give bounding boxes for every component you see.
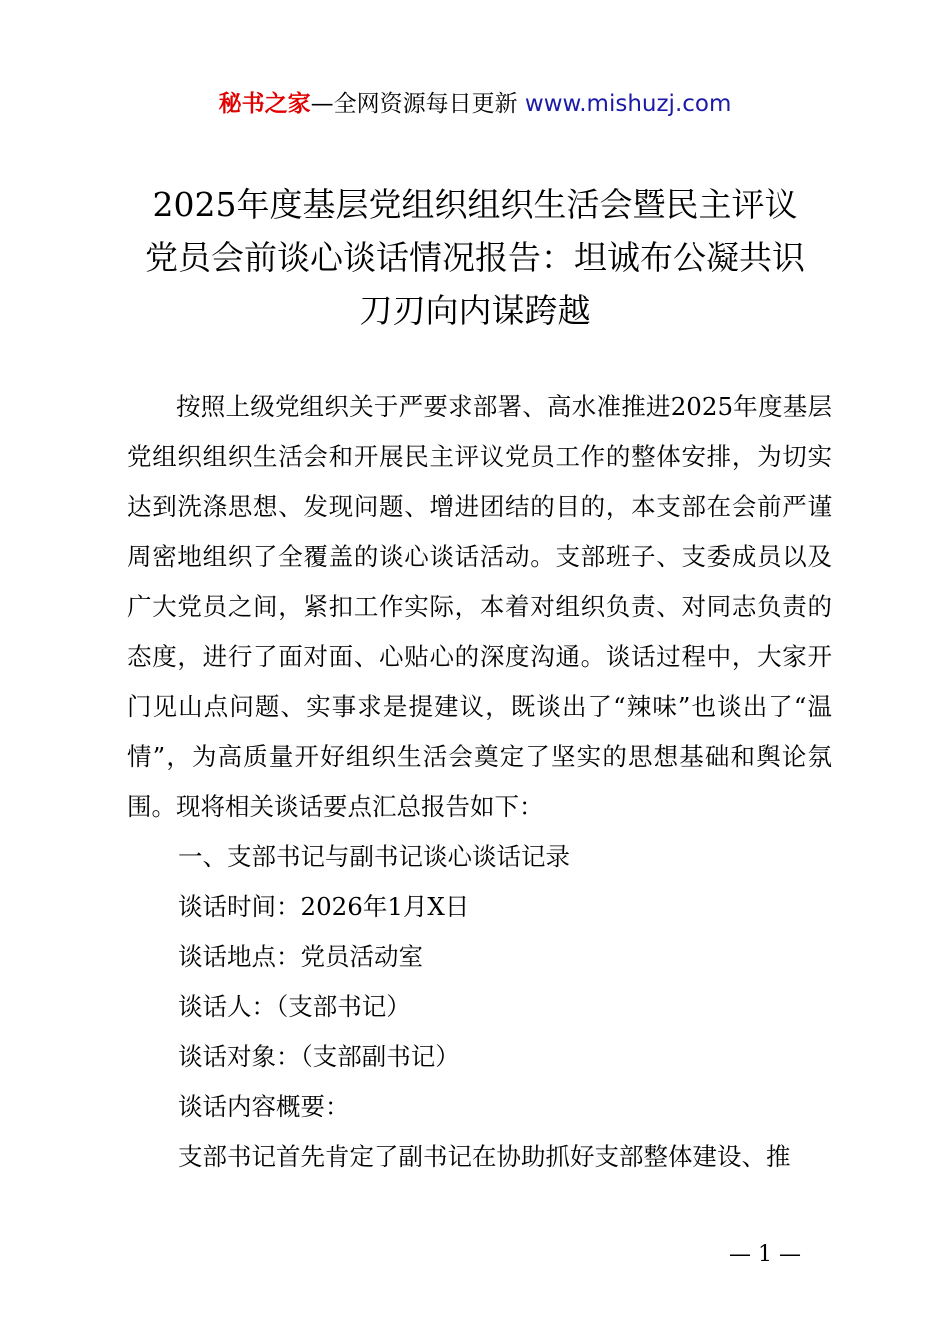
- intro-paragraph: 按照上级党组织关于严要求部署、高水准推进2025年度基层党组织组织生活会和开展民主评议党员工作的整体安排，为切实达到洗涤思想、发现问题、增进团结的目的，本支部在会前严谨周密地组织了全覆盖的谈心谈话活动。支部班子、支委成员以及广大党员之间，紧扣工作实际，本着对组织负责、对同志负责的态度，进行了面对面、心贴心的深度沟通。谈话过程中，大家开门见山点问题、实事求是提建议，既谈出了“辣味”也谈出了“温情”，为高质量开好组织生活会奠定了坚实的思想基础和舆论氛围。现将相关谈话要点汇总报告如下：: [127, 392, 832, 821]
- site-brand: 秘书之家: [218, 91, 311, 117]
- summary-start: 支部书记首先肯定了副书记在协助抓好支部整体建设、推: [178, 1142, 791, 1171]
- document-title: [100, 178, 850, 337]
- title-line-2: 党员会前谈心谈话情况报告：坦诚布公凝共识: [145, 238, 805, 277]
- talk-place: 谈话地点：党员活动室: [178, 942, 423, 971]
- talk-time: 谈话时间：2026年1月X日: [178, 892, 470, 921]
- talk-speaker: 谈话人：（支部书记）: [178, 992, 411, 1021]
- site-slogan: —全网资源每日更新: [310, 91, 525, 117]
- title-line-1: 2025年度基层党组织组织生活会暨民主评议: [152, 185, 798, 224]
- talk-target: 谈话对象：（支部副书记）: [178, 1042, 460, 1071]
- title-line-3: 刀刃向内谋跨越: [359, 291, 591, 330]
- summary-label: 谈话内容概要：: [178, 1092, 350, 1121]
- page-number: — 1 —: [729, 1242, 801, 1267]
- site-header: [0, 88, 950, 120]
- site-url[interactable]: www.mishuzj.com: [524, 91, 732, 117]
- document-body: [127, 382, 832, 1182]
- section-heading: 一、支部书记与副书记谈心谈话记录: [178, 842, 570, 871]
